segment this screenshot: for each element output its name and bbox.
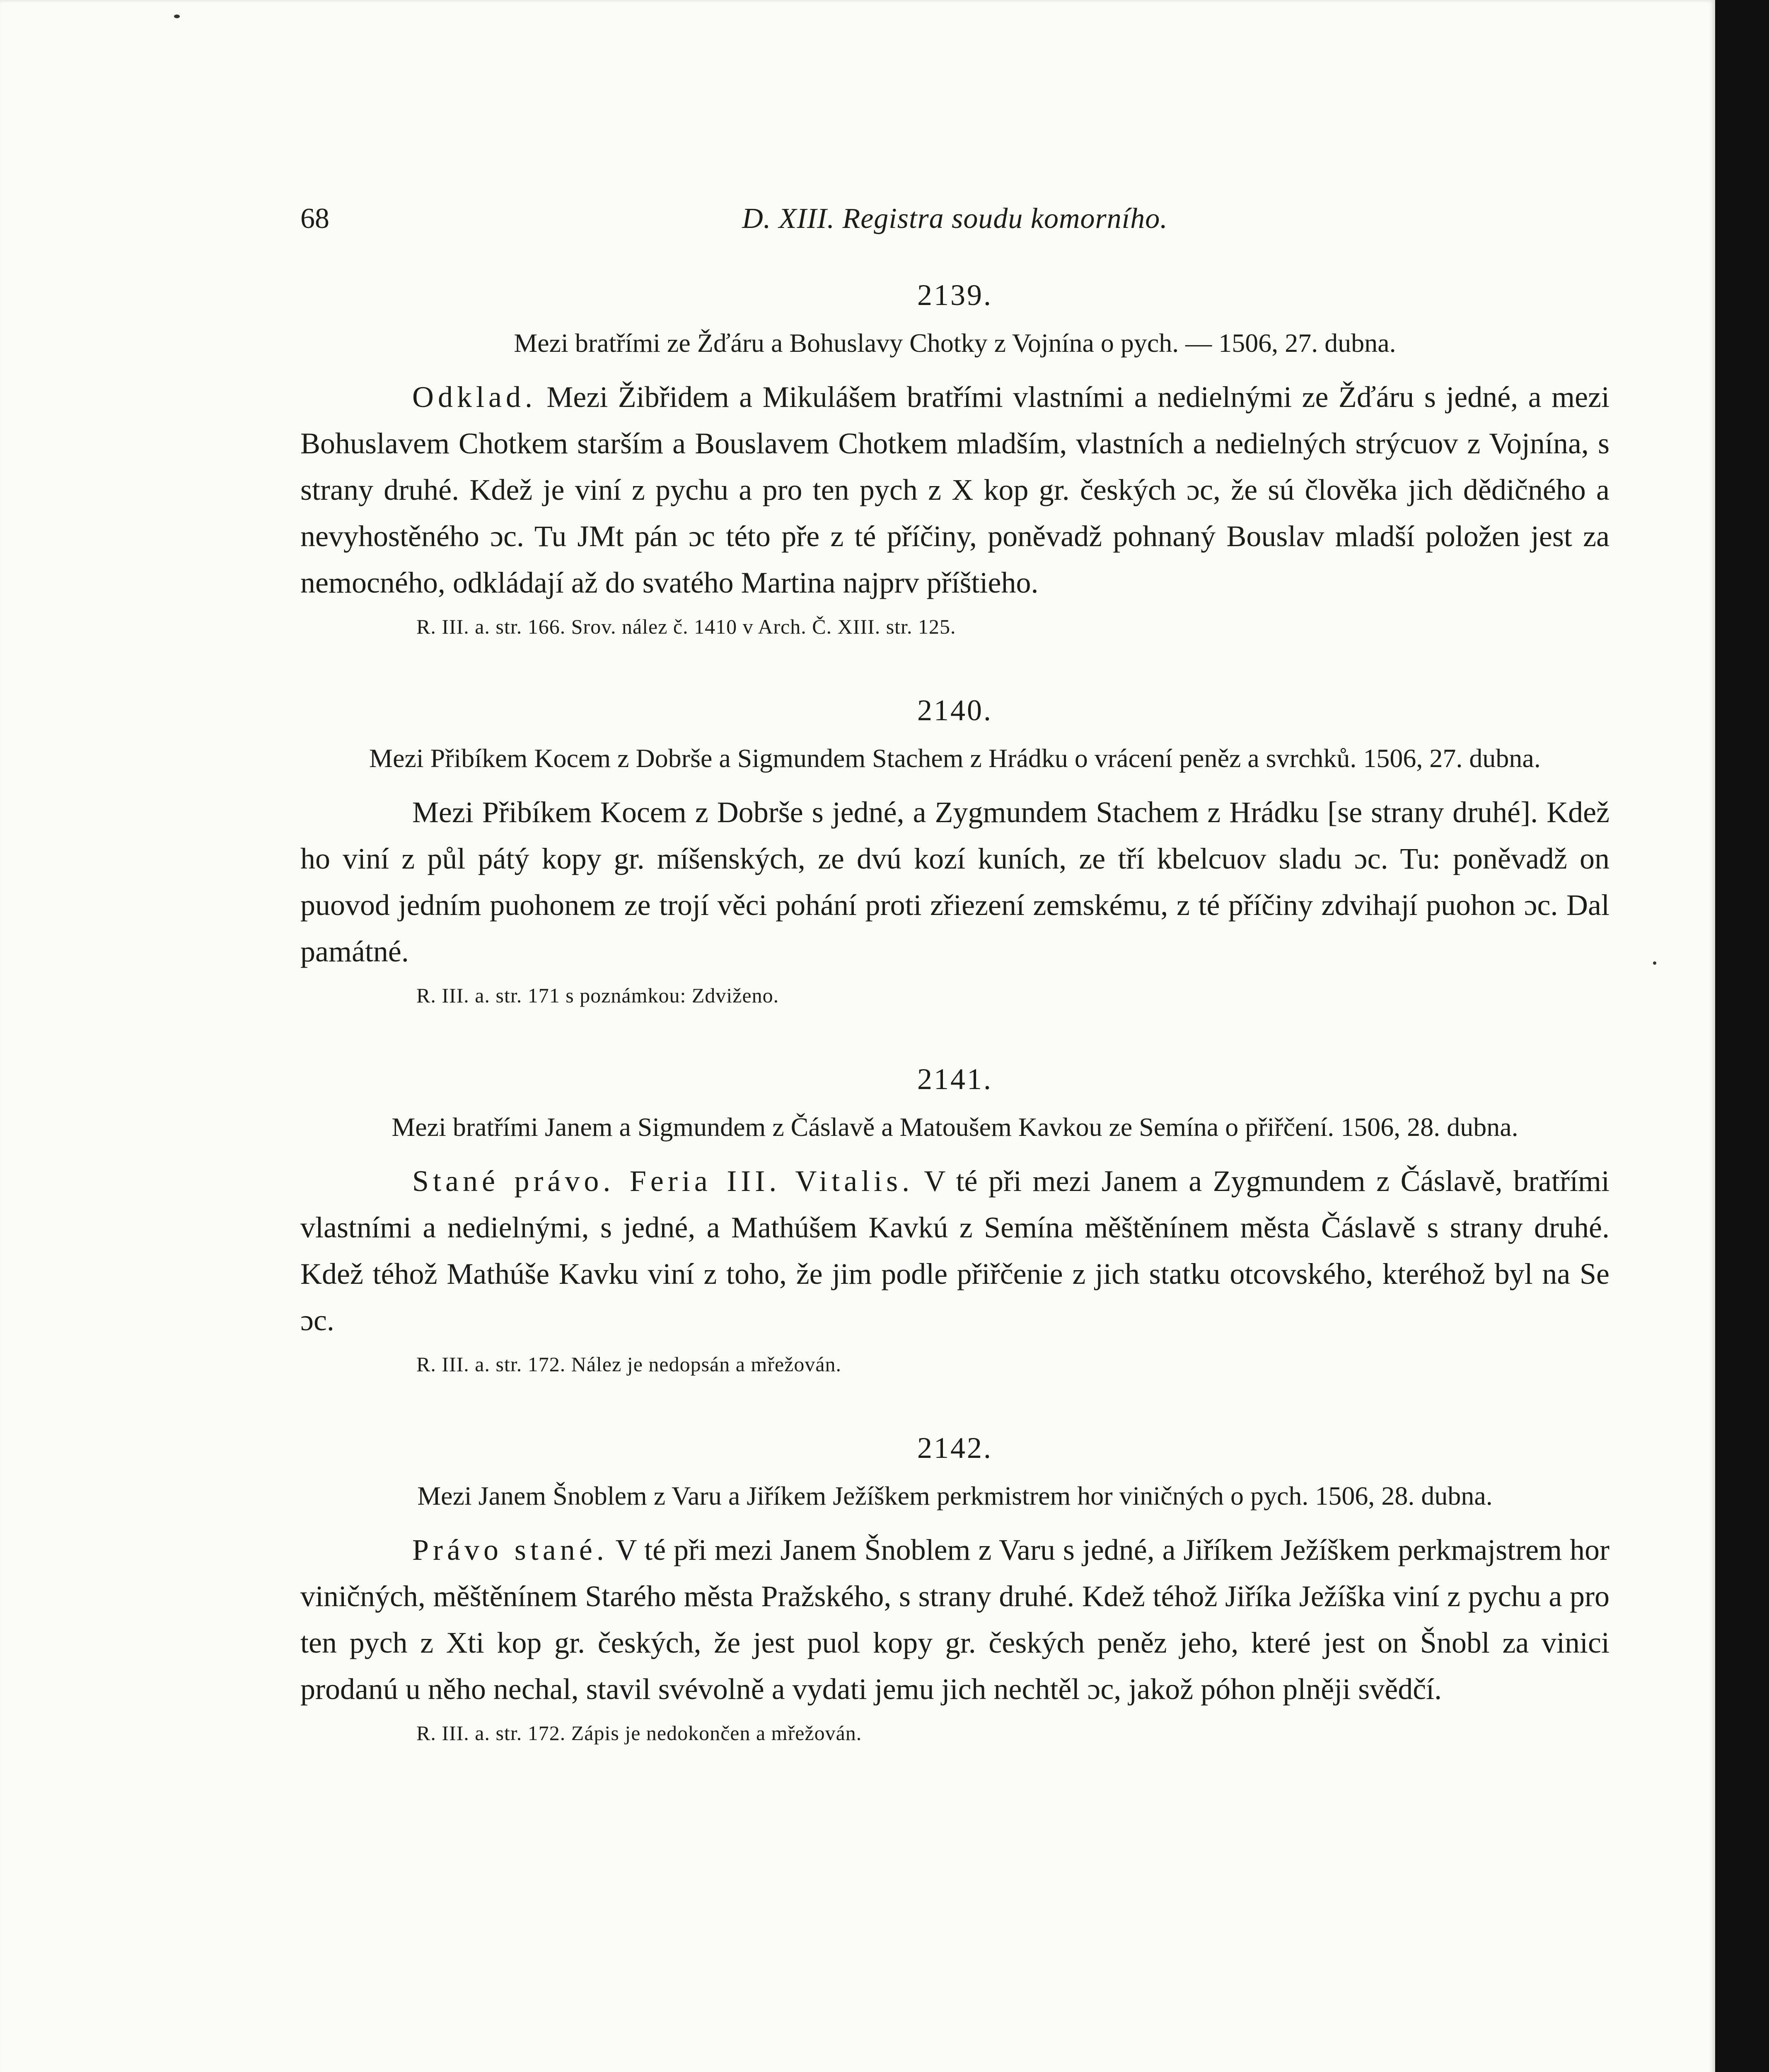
entry-source-note: R. III. a. str. 172. Zápis je nedokončen a mřežován. xyxy=(416,1721,862,1745)
entry-summary: Mezi Přibíkem Kocem z Dobrše a Sigmundem Stachem z Hrádku o vrácení peněz a svrchků. 1506, 27. dubna. xyxy=(369,743,1541,773)
entry-body: Mezi Žibřidem a Mikulášem bratřími vlastními a nedielnými ze Žďáru s jedné, a mezi Bohuslavem Chotkem starším a Bouslavem Chotkem mladším, vlastních a nedielných strýcuov z Vojnína, s strany druhé. Kdež je viní z pychu a pro ten pych z X kop gr. českých ɔc, že sú člověka jich dědičného a nevyhostěného ɔc. Tu JMt pán ɔc této pře z té příčiny, poněvadž pohnaný Bouslav mladší položen jest za nemocného, odkládají až do svatého Martina najprv příštieho. xyxy=(300,380,1610,599)
entry-body: V té při mezi Janem a Zygmundem z Čáslavě, bratřími vlastními a nedielnými, s jedné, a Mathúšem Kavkú z Semína měštěnínem města Čáslavě s strany druhé. Kdež téhož Mathúše Kavku viní z toho, že jim podle přiřčenie z jich statku otcovského, kteréhož byl na Se ɔc. xyxy=(300,1164,1610,1337)
entry-number: 2139. xyxy=(917,278,993,312)
entry-summary: Mezi bratřími Janem a Sigmundem z Čáslavě a Matoušem Kavkou ze Semína o přiřčení. 1506, 28. dubna. xyxy=(392,1112,1518,1142)
entry-body: Mezi Přibíkem Kocem z Dobrše s jedné, a Zygmundem Stachem z Hrádku [se strany druhé]. Kdež ho viní z půl pátý kopy gr. míšenských, ze dvú kozí kuních, ze tří kbelcuov sladu ɔc. Tu: poněvadž on puovod jedním puohonem ze trojí věci pohání proti zřiezení zemskému, z té příčiny zdvihají puohon ɔc. Dal památné. xyxy=(300,796,1610,968)
entry-number: 2141. xyxy=(917,1063,993,1096)
entry-2139 xyxy=(300,271,1610,645)
scan-speck xyxy=(1653,961,1656,965)
entry-summary: Mezi bratřími ze Žďáru a Bohuslavy Chotky z Vojnína o pych. — 1506, 27. dubna. xyxy=(514,328,1396,358)
entry-lead: Stané právo. Feria III. Vitalis. xyxy=(412,1164,914,1198)
entry-text xyxy=(300,789,1610,975)
page-number: 68 xyxy=(300,203,329,235)
entry-text xyxy=(300,374,1610,606)
entry-lead: Právo stané. xyxy=(412,1533,608,1566)
page-body xyxy=(300,271,1610,1793)
entry-lead: Odklad. xyxy=(412,380,536,414)
entry-text xyxy=(300,1527,1610,1712)
entry-text xyxy=(300,1158,1610,1343)
page-header xyxy=(300,202,1610,240)
running-title: D. XIII. Registra soudu komorního. xyxy=(742,203,1168,235)
entry-source-note: R. III. a. str. 172. Nález je nedopsán a mřežován. xyxy=(416,1353,842,1376)
entry-number: 2140. xyxy=(917,694,993,727)
entry-source-note: R. III. a. str. 171 s poznámkou: Zdviženo. xyxy=(416,984,779,1007)
entry-body: V té při mezi Janem Šnoblem z Varu s jedné, a Jiříkem Ježíškem perkmajstrem hor viničných, měštěnínem Starého města Pražského, s strany druhé. Kdež téhož Jiříka Ježíška viní z pychu a pro ten pych z Xti kop gr. českých, že jest puol kopy gr. českých peněz jeho, které jest on Šnobl za vinici prodanú u něho nechal, stavil svévolně a vydati jemu jich nechtěl ɔc, jakož póhon plněji svědčí. xyxy=(300,1533,1610,1706)
scan-speck xyxy=(174,15,180,18)
entry-2140 xyxy=(300,687,1610,1014)
entry-2141 xyxy=(300,1055,1610,1383)
entry-source-note: R. III. a. str. 166. Srov. nález č. 1410 v Arch. Č. XIII. str. 125. xyxy=(416,615,956,638)
entry-number: 2142. xyxy=(917,1431,993,1464)
entry-summary: Mezi Janem Šnoblem z Varu a Jiříkem Ježíškem perkmistrem hor viničných o pych. 1506, 28. dubna. xyxy=(417,1481,1493,1510)
entry-2142 xyxy=(300,1424,1610,1752)
